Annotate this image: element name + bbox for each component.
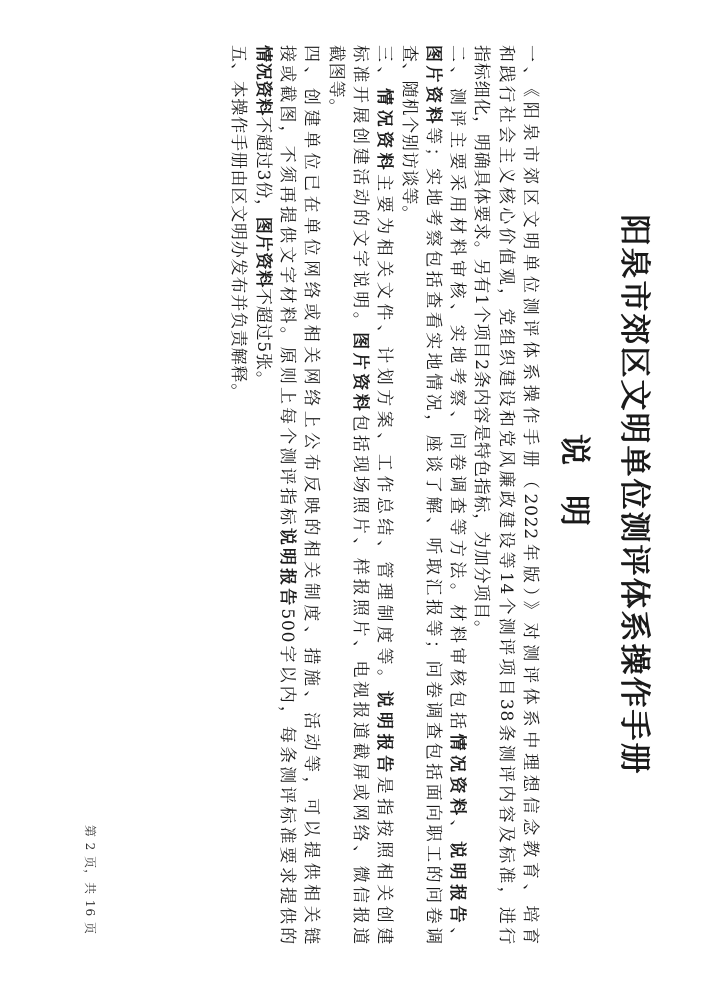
bold-term: 情况资料 bbox=[374, 88, 395, 175]
bold-term: 图片资料 bbox=[252, 216, 273, 289]
bold-term: 图片资料 bbox=[349, 332, 370, 415]
text-line: 情况资料不超过3份，图片资料不超过5张。 bbox=[252, 45, 273, 389]
text-line: 一、《阳泉市郊区文明单位测评体系操作手册（2022年版）》对测评体系中理想信念教育、培育 bbox=[520, 45, 540, 945]
text-line: 查、随机个别访谈等。 bbox=[398, 45, 419, 223]
document-subtitle: 说明 bbox=[556, 434, 592, 556]
page-footer: 第 2 页，共 16 页 bbox=[83, 824, 97, 935]
bold-term: 说明报告 bbox=[447, 841, 468, 928]
rotated-content bbox=[83, 45, 660, 945]
text-line: 图片资料等；实地考察包括查看实地情况，座谈了解、听取汇报等；问卷调查包括面向职工的问卷调 bbox=[422, 45, 443, 945]
bold-term: 图片资料 bbox=[422, 45, 443, 128]
text-line: 二、测评主要采用材料审核、实地考察、问卷调查等方法。材料审核包括情况资料、说明报告、 bbox=[447, 45, 468, 945]
bold-term: 说明报告 bbox=[374, 690, 395, 777]
bold-term: 情况资料 bbox=[252, 45, 273, 117]
text-line: 四、创建单位已在单位网络或相关网络上公布反映的相关制度、措施、活动等，可以提供相关链 bbox=[301, 45, 322, 945]
body-text bbox=[226, 45, 542, 945]
text-line: 指标细化，明确具体要求。另有1个项目2条内容是特色指标，为加分项目。 bbox=[471, 45, 492, 638]
text-line: 接或截图，不须再提供文字材料。原则上每个测评指标说明报告500字以内，每条测评标准要求提供的 bbox=[277, 45, 298, 945]
text-line: 五、本操作手册由区文明办发布并负责解释。 bbox=[228, 45, 249, 401]
text-line: 截图等。 bbox=[325, 45, 346, 117]
bold-term: 情况资料 bbox=[447, 733, 468, 820]
document-title: 阳泉市郊区文明单位测评体系操作手册 bbox=[616, 214, 652, 776]
bold-term: 说明报告 bbox=[277, 527, 298, 609]
text-line: 三、情况资料主要为相关文件、计划方案、工作总结、管理制度等。说明报告是指按照相关创建 bbox=[374, 45, 395, 945]
text-line: 标准开展创建活动的文字说明。图片资料包括现场照片、样报照片、电视报道截屏或网络、微信报道 bbox=[349, 45, 370, 945]
text-line: 和践行社会主义核心价值观，党组织建设和党风廉政建设等14个测评项目38条测评内容及标准，进行 bbox=[495, 45, 516, 945]
